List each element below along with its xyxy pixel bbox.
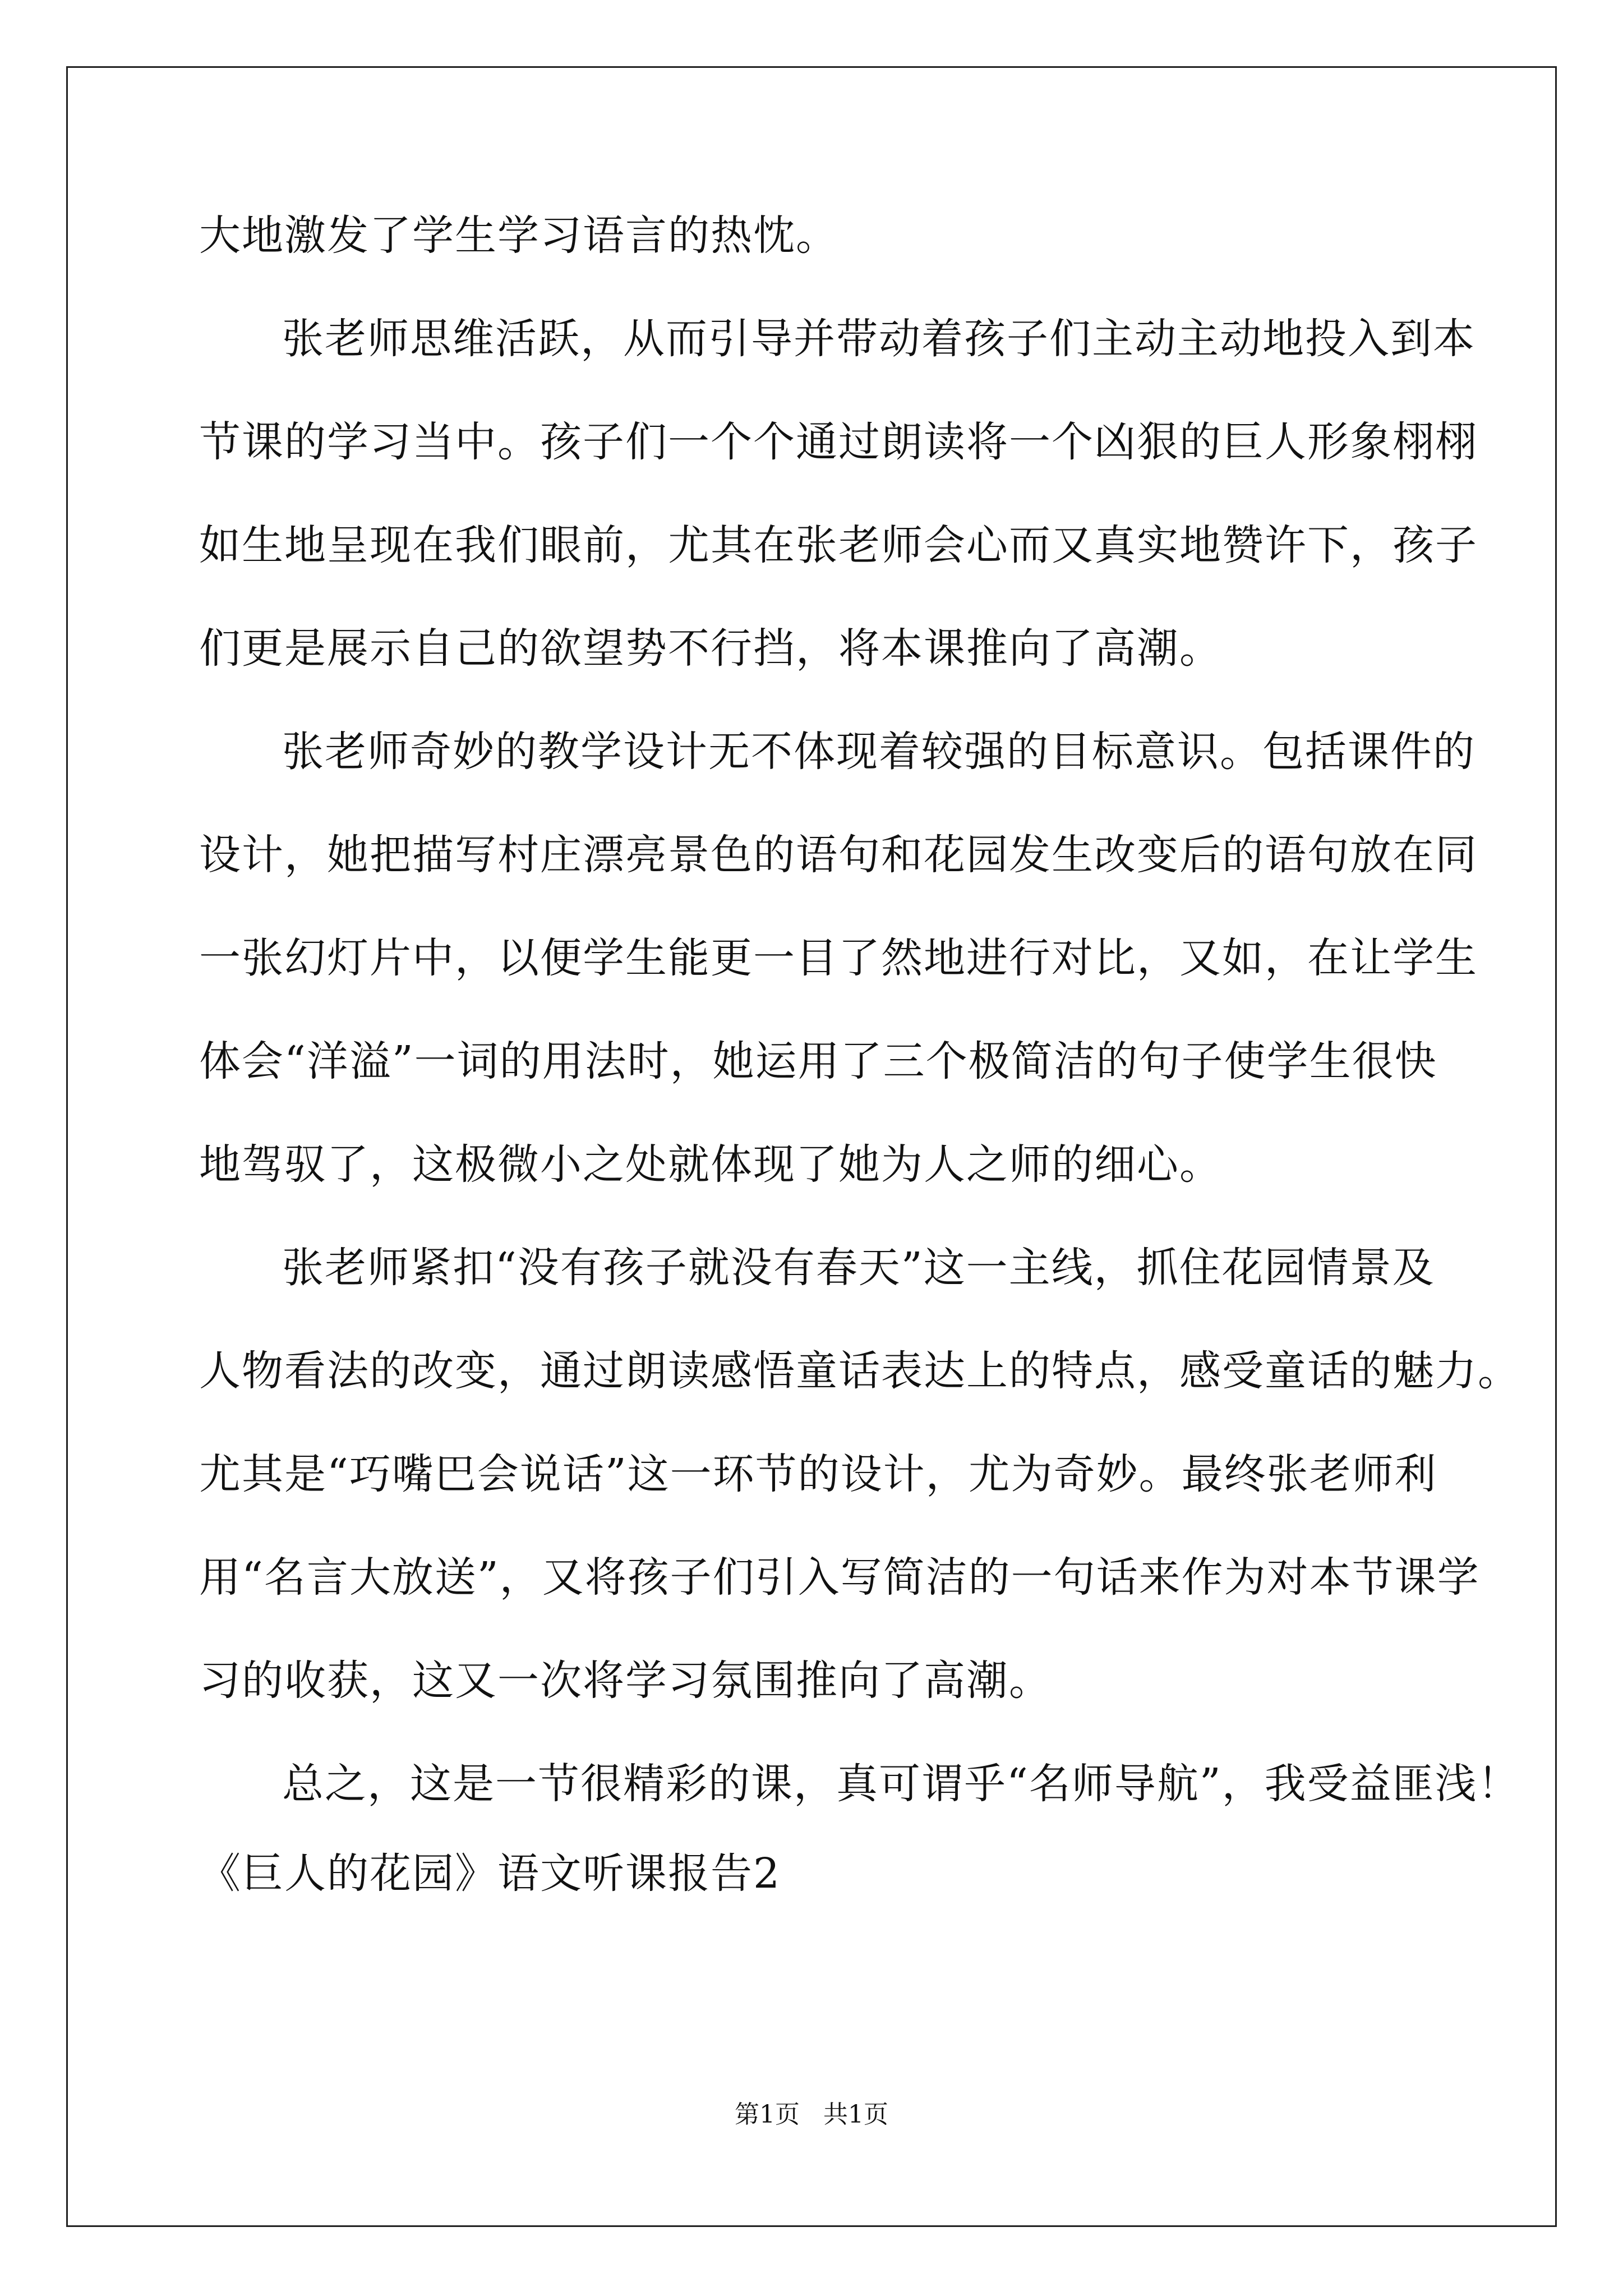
text-line: 地驾驭了，这极微小之处就体现了她为人之师的细心。 bbox=[199, 1140, 1222, 1189]
paragraph-start: 总之，这是一节很精彩的课，真可谓乎“名师导航”，我受益匪浅！ bbox=[282, 1760, 1520, 1808]
page-footer bbox=[0, 2098, 1623, 2132]
paragraph-start: 张老师奇妙的教学设计无不体现着较强的目标意识。包括课件的 bbox=[282, 728, 1476, 776]
page-total: 共1页 bbox=[823, 2100, 888, 2129]
text-line: 大地激发了学生学习语言的热忱。 bbox=[199, 211, 838, 260]
text-line: 人物看法的改变，通过朗读感悟童话表达上的特点，感受童话的魅力。 bbox=[199, 1347, 1520, 1395]
text-line: 用“名言大放送”，又将孩子们引入写简洁的一句话来作为对本节课学 bbox=[199, 1553, 1480, 1602]
section-heading: 《巨人的花园》语文听课报告2 bbox=[199, 1849, 781, 1898]
text-line: 们更是展示自己的欲望势不行挡，将本课推向了高潮。 bbox=[199, 624, 1222, 673]
text-line: 节课的学习当中。孩子们一个个通过朗读将一个凶狠的巨人形象栩栩 bbox=[199, 418, 1478, 466]
page-number: 第1页 bbox=[735, 2100, 800, 2129]
text-line: 尤其是“巧嘴巴会说话”这一环节的设计，尤为奇妙。最终张老师利 bbox=[199, 1450, 1437, 1498]
text-line: 一张幻灯片中，以便学生能更一目了然地进行对比，又如，在让学生 bbox=[199, 934, 1478, 982]
text-line: 设计，她把描写村庄漂亮景色的语句和花园发生改变后的语句放在同 bbox=[199, 831, 1478, 879]
text-line: 习的收获，这又一次将学习氛围推向了高潮。 bbox=[199, 1657, 1052, 1705]
paragraph-start: 张老师思维活跃，从而引导并带动着孩子们主动主动地投入到本 bbox=[282, 315, 1476, 363]
text-line: 如生地呈现在我们眼前，尤其在张老师会心而又真实地赞许下，孩子 bbox=[199, 521, 1478, 569]
text-line: 体会“洋溢”一词的用法时，她运用了三个极简洁的句子使学生很快 bbox=[199, 1037, 1437, 1085]
paragraph-start: 张老师紧扣“没有孩子就没有春天”这一主线，抓住花园情景及 bbox=[282, 1244, 1435, 1292]
